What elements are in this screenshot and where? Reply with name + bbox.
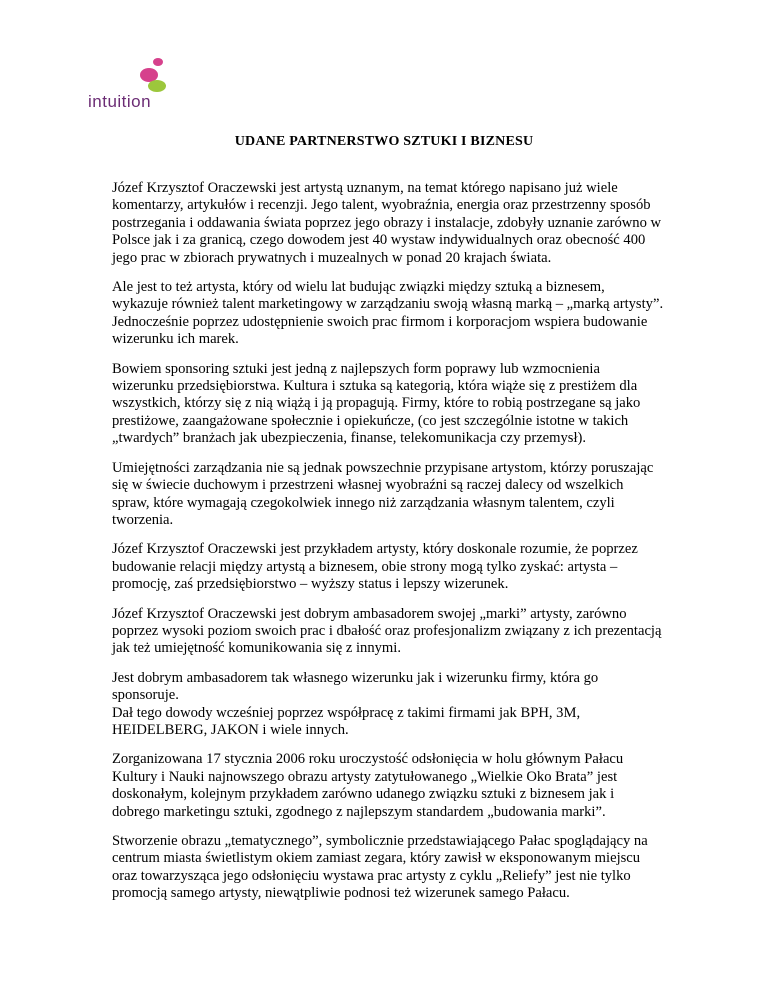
document-body	[112, 180, 664, 915]
paragraph: Dał tego dowody wcześniej poprzez współpracę z takimi firmami jak BPH, 3M, HEIDELBERG, JAKON i wiele innych.	[112, 704, 581, 738]
paragraph: Ale jest to też artysta, który od wielu lat budując związki między sztuką a biznesem, wykazuje również talent marketingowy w zarządzaniu swoją własną marką – „marką artysty”. Jednocześnie poprzez udostępnienie swoich prac firmom i korporacjom wspiera budowanie wizerunku ich marek.	[112, 279, 664, 348]
logo-text: intuition	[88, 92, 152, 111]
paragraph: Umiejętności zarządzania nie są jednak powszechnie przypisane artystom, którzy poruszając się w świecie duchowym i przestrzeni własnej wyobraźni są raczej dalecy od wszelkich spraw, które wymagają czegokolwiek innego niż zarządzania własnym talentem, czyli tworzenia.	[112, 459, 654, 528]
paragraph: Jest dobrym ambasadorem tak własnego wizerunku jak i wizerunku firmy, która go sponsoruje.	[112, 669, 599, 704]
logo-bubbles-icon	[88, 56, 168, 96]
document-title: UDANE PARTNERSTWO SZTUKI I BIZNESU	[234, 134, 534, 149]
paragraph: Józef Krzysztof Oraczewski jest artystą uznanym, na temat którego napisano już wiele komentarzy, artykułów i recenzji. Jego talent, wyobraźnia, energia oraz przestrzenny sposób postrzegania i oddawania świata poprzez jego obrazy i instalacje, zdobyły uznanie zarówno w Polsce jak i za granicą, czego dowodem jest 40 wystaw indywidualnych oraz obecność 400 jego prac w zbiorach prywatnych i muzealnych w ponad 20 krajach świata.	[112, 180, 662, 266]
paragraph: Zorganizowana 17 stycznia 2006 roku uroczystość odsłonięcia w holu głównym Pałacu Kultury i Nauki najnowszego obrazu artysty zatytułowanego „Wielkie Oko Brata” jest doskonałym, kolejnym przykładem zarówno udanego związku sztuki z biznesem jak i dobrego marketingu sztuki, zgodnego z najlepszym standardem „budowania marki”.	[112, 751, 624, 820]
paragraph: Józef Krzysztof Oraczewski jest dobrym ambasadorem swojej „marki” artysty, zarówno poprzez wysoki poziom swoich prac i dbałość oraz profesjonalizm związany z ich prezentacją jak też umiejętność komunikowania się z innymi.	[112, 605, 662, 657]
intuition-logo	[88, 56, 168, 114]
paragraph: Stworzenie obrazu „tematycznego”, symbolicznie przedstawiającego Pałac spoglądający na centrum miasta świetlistym okiem zamiast zegara, który zawisł w eksponowanym miejscu oraz towarzysząca jego odsłonięciu wystawa prac artysty z cyklu „Reliefy” jest nie tylko promocją samego artysty, niewątpliwie podnosi też wizerunek samego Pałacu.	[112, 833, 648, 902]
paragraph: Bowiem sponsoring sztuki jest jedną z najlepszych form poprawy lub wzmocnienia wizerunku przedsiębiorstwa. Kultura i sztuka są kategorią, która wiąże się z prestiżem dla wszystkich, którzy się z nią wiążą i ją propagują. Firmy, które to robią postrzegane są jako prestiżowe, zaangażowane społecznie i opiekuńcze, (co jest szczególnie istotne w takich „twardych” branżach jak ubezpieczenia, finanse, telekomunikacja czy przemysł).	[112, 360, 641, 447]
paragraph: Józef Krzysztof Oraczewski jest przykładem artysty, który doskonale rozumie, że poprzez budowanie relacji między artystą a biznesem, obie strony mogą tylko zyskać: artysta – promocję, zaś przedsiębiorstwo – wyższy status i lepszy wizerunek.	[112, 541, 638, 593]
